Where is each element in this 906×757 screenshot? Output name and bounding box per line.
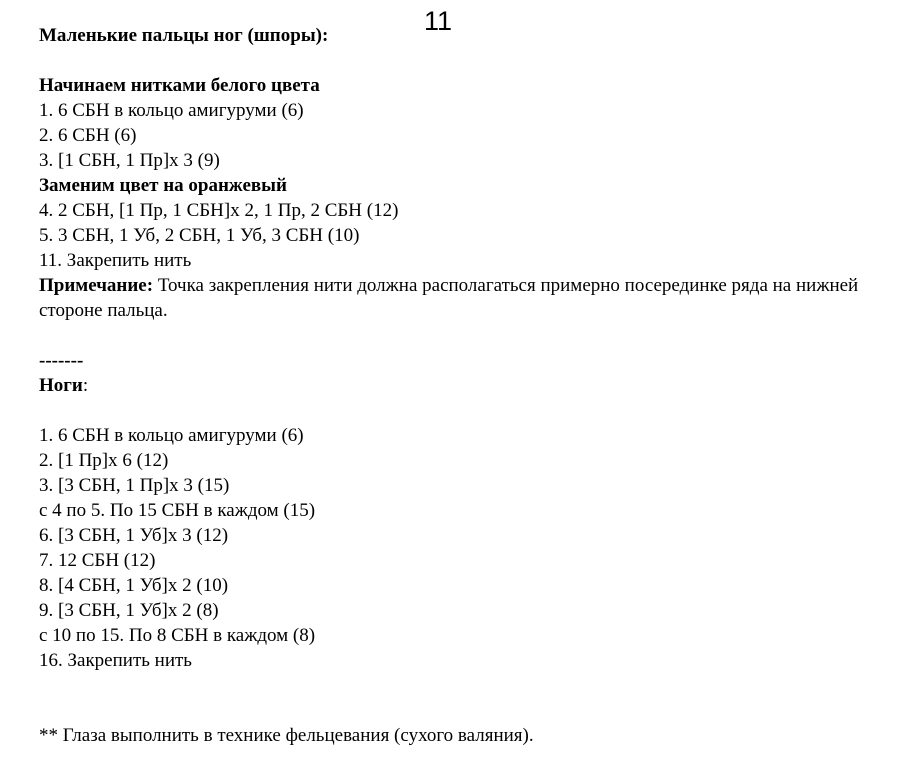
toe-row: 5. 3 СБН, 1 Уб, 2 СБН, 1 Уб, 3 СБН (10) — [39, 225, 360, 246]
leg-row: 8. [4 СБН, 1 Уб]х 2 (10) — [39, 575, 229, 596]
blank-line — [39, 673, 889, 723]
toe-row: 11. Закрепить нить — [39, 250, 192, 271]
leg-row: 7. 12 СБН (12) — [39, 550, 156, 571]
blank-line — [39, 398, 889, 423]
leg-row: 2. [1 Пр]х 6 (12) — [39, 450, 169, 471]
color-change-heading: Заменим цвет на оранжевый — [39, 175, 287, 196]
leg-row: 1. 6 СБН в кольцо амигуруми (6) — [39, 425, 304, 446]
toe-row: 3. [1 СБН, 1 Пр]х 3 (9) — [39, 150, 220, 171]
leg-row: 3. [3 СБН, 1 Пр]х 3 (15) — [39, 475, 230, 496]
note-text: Точка закрепления нити должна располагаться примерно посерединке ряда на нижней стороне пальца. — [39, 275, 859, 321]
blank-line — [39, 48, 889, 73]
toe-row: 2. 6 СБН (6) — [39, 125, 137, 146]
legs-heading-colon: : — [82, 375, 89, 396]
leg-row: 9. [3 СБН, 1 Уб]х 2 (8) — [39, 600, 219, 621]
toe-note — [39, 273, 889, 323]
note-label: Примечание: — [39, 275, 154, 296]
legs-heading-line — [39, 373, 889, 398]
leg-row: с 10 по 15. По 8 СБН в каждом (8) — [39, 625, 316, 646]
toe-row: 4. 2 СБН, [1 Пр, 1 СБН]х 2, 1 Пр, 2 СБН (12) — [39, 200, 399, 221]
legs-heading: Ноги — [39, 375, 83, 396]
page-number: 11 — [424, 6, 453, 36]
section-separator: ------- — [39, 350, 84, 371]
pattern-text — [39, 23, 889, 748]
toe-row: 1. 6 СБН в кольцо амигуруми (6) — [39, 100, 304, 121]
start-color-heading: Начинаем нитками белого цвета — [39, 75, 320, 96]
footer-note: ** Глаза выполнить в технике фельцевания (сухого валяния). — [39, 725, 534, 746]
leg-row: 6. [3 СБН, 1 Уб]х 3 (12) — [39, 525, 229, 546]
leg-row: с 4 по 5. По 15 СБН в каждом (15) — [39, 500, 316, 521]
toes-heading: Маленькие пальцы ног (шпоры): — [39, 25, 329, 46]
blank-line — [39, 323, 889, 348]
leg-row: 16. Закрепить нить — [39, 650, 192, 671]
